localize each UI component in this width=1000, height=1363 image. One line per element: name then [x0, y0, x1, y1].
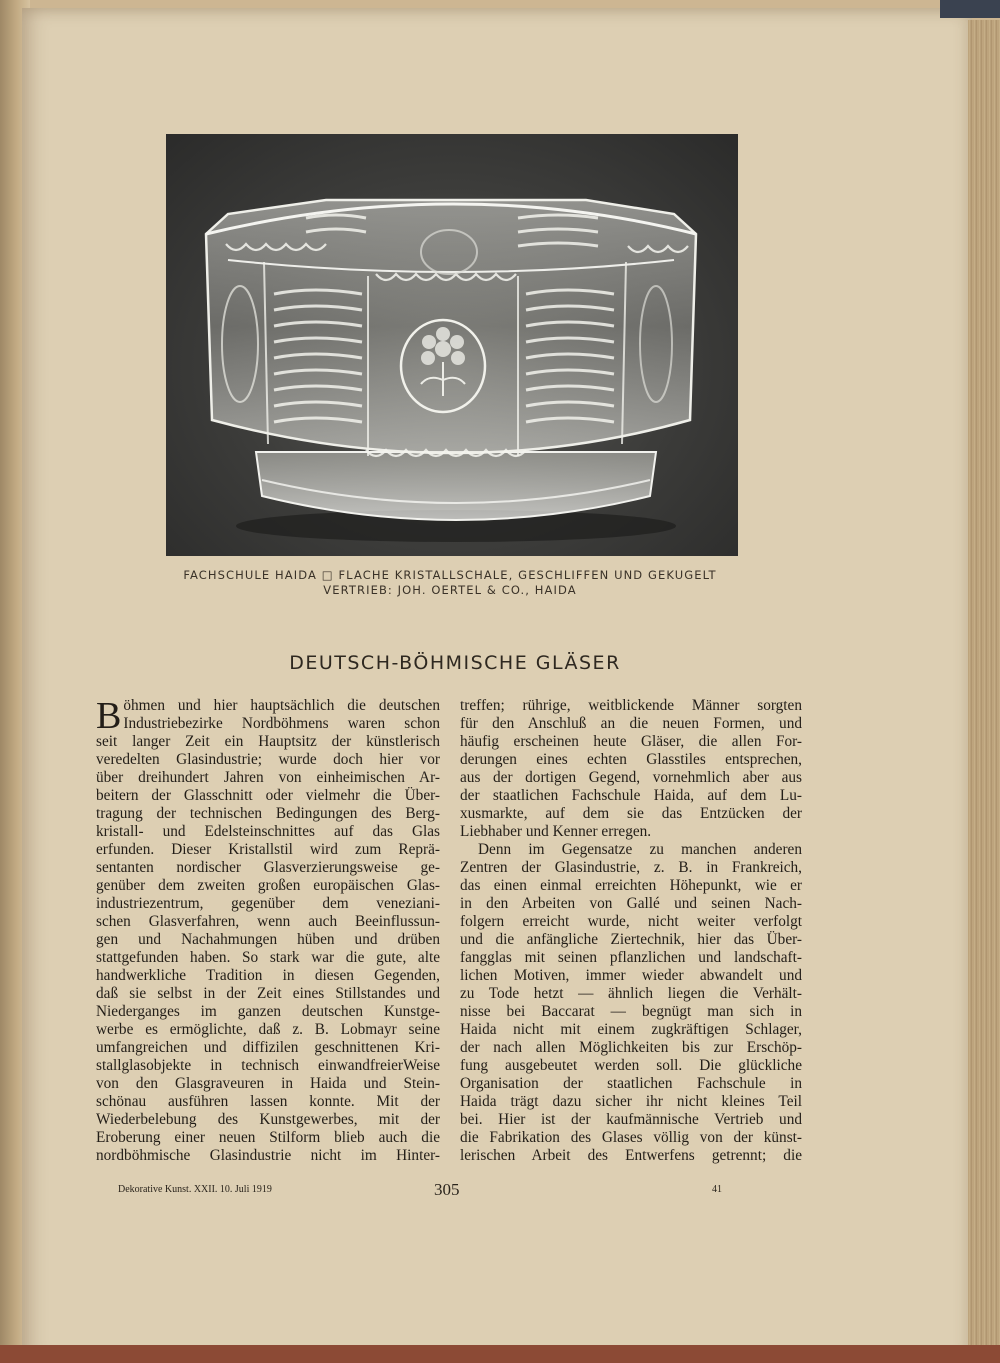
text-line: in den Arbeiten von Gallé und seinen Nach-	[460, 895, 802, 912]
text-line: Niederganges im ganzen deutschen Kunstge-	[96, 1003, 440, 1020]
text-line: gen und Nachahmungen hüben und drüben	[96, 931, 440, 948]
text-column-left	[96, 697, 440, 1165]
text-line: veredelten Glasindustrie; wurde doch hier vor	[96, 751, 440, 768]
caption-school: FACHSCHULE HAIDA	[183, 568, 317, 582]
text-line: lerischen Arbeit des Entwerfens getrennt; die	[460, 1147, 802, 1164]
journal-reference: Dekorative Kunst. XXII. 10. Juli 1919	[118, 1184, 272, 1195]
text-line: Liebhaber und Kenner erregen.	[460, 823, 652, 840]
text-line: häufig erscheinen heute Gläser, die allen For-	[460, 733, 802, 750]
text-line: über dreihundert Jahren von einheimischen Ar-	[96, 769, 440, 786]
page-edges	[968, 20, 1000, 1363]
text-line: beitern der Glasschnitt oder vielmehr die Über-	[96, 787, 440, 804]
text-line: stallglasobjekte in technisch einwandfreierWeise	[96, 1057, 440, 1074]
text-line: nordböhmische Glasindustrie nicht im Hinter-	[96, 1147, 440, 1164]
text-line: genüber dem zweiten großen europäischen Glas-	[96, 877, 440, 894]
text-line: lichen Motiven, immer wieder abwandelt und	[460, 967, 802, 984]
text-line: Wiederbelebung des Kunstgewerbes, mit der	[96, 1111, 440, 1128]
text-line: der staatlichen Fachschule Haida, auf dem Lu-	[460, 787, 802, 804]
text-line: sentanten nordischer Glasverzierungsweise ge-	[96, 859, 440, 876]
caption-separator: □	[321, 568, 334, 582]
text-line: fung ausgebeutet werden soll. Die glückliche	[460, 1057, 802, 1074]
text-line: Eroberung einer neuen Stilform blieb auch die	[96, 1129, 440, 1146]
drop-cap: B	[96, 695, 122, 737]
text-line: Zentren der Glasindustrie, z. B. in Frankreich,	[460, 859, 802, 876]
caption-object: FLACHE KRISTALLSCHALE, GESCHLIFFEN UND GEKUGELT	[338, 568, 717, 582]
text-line: nisse bei Baccarat — begnügt man sich in	[460, 1003, 802, 1020]
text-line: werbe es ermöglichte, daß z. B. Lobmayr seine	[96, 1021, 440, 1038]
text-column-right	[460, 697, 802, 1165]
text-line: Denn im Gegensatze zu manchen anderen	[478, 841, 802, 858]
signature-mark: 41	[712, 1184, 722, 1195]
crystal-bowl-photo	[166, 134, 738, 556]
text-line: Organisation der staatlichen Fachschule in	[460, 1075, 802, 1092]
page-number: 305	[434, 1180, 460, 1199]
text-line: schen Glasverfahren, wenn auch Beeinflussun-	[96, 913, 440, 930]
text-line: handwerkliche Tradition in diesen Gegenden,	[96, 967, 440, 984]
text-line: öhmen und hier hauptsächlich die deutschen	[123, 697, 440, 714]
book-cover-bottom	[0, 1345, 1000, 1363]
text-line: der nach allen Möglichkeiten bis zur Erschöp-	[460, 1039, 802, 1056]
text-line: erfunden. Dieser Kristallstil wird zum Reprä-	[96, 841, 440, 858]
text-line: zu Tode hetzt — ähnlich liegen die Verhält-	[460, 985, 802, 1002]
text-line: treffen; rührige, weitblickende Männer sorgten	[460, 697, 802, 714]
text-line: Industriebezirke Nordböhmens waren schon	[123, 715, 440, 732]
text-line: bei. Hier ist der kaufmännische Vertrieb und	[460, 1111, 802, 1128]
text-line: seit langer Zeit ein Hauptsitz der künstlerisch	[96, 733, 440, 750]
text-line: aus der dortigen Gegend, vornehmlich aber aus	[460, 769, 802, 786]
text-line: stattgefunden haben. So stark war die gute, alte	[96, 949, 440, 966]
text-line: das einen einmal erreichten Höhepunkt, wie er	[460, 877, 802, 894]
text-line: kristall- und Edelsteinschnittes auf das Glas	[96, 823, 440, 840]
text-line: für den Anschluß an die neuen Formen, und	[460, 715, 802, 732]
figure-caption-line2: VERTRIEB: JOH. OERTEL & CO., HAIDA	[323, 583, 577, 597]
figure-caption-line1	[150, 568, 750, 582]
text-line: von den Glasgraveuren in Haida und Stein-	[96, 1075, 440, 1092]
text-line: daß sie selbst in der Zeit eines Stillstandes und	[96, 985, 440, 1002]
book-cover-corner	[940, 0, 1000, 18]
text-line: industriezentrum, gegenüber dem veneziani-	[96, 895, 440, 912]
text-line: umfangreichen und diffizilen geschnittenen Kri-	[96, 1039, 440, 1056]
text-line: und die anfängliche Ziertechnik, hier das Über-	[460, 931, 802, 948]
text-line: Haida nicht mit einem zugkräftigen Schlager,	[460, 1021, 802, 1038]
text-line: Haida trägt dazu sicher ihr nicht kleines Teil	[460, 1093, 802, 1110]
text-line: schönau ausführen lassen konnte. Mit der	[96, 1093, 440, 1110]
text-line: tragung der technischen Bedingungen des Berg-	[96, 805, 440, 822]
text-line: folgern erreicht wurde, nicht weiter verfolgt	[460, 913, 802, 930]
text-line: die Fabrikation des Glases völlig von der künst-	[460, 1129, 802, 1146]
article-title: DEUTSCH-BÖHMISCHE GLÄSER	[289, 652, 621, 674]
text-line: fangglas mit seinen pflanzlichen und landschaft-	[460, 949, 802, 966]
text-line: xusmarkte, auf dem sie das Entzücken der	[460, 805, 802, 822]
text-line: derungen eines echten Glasstiles entsprechen,	[460, 751, 802, 768]
